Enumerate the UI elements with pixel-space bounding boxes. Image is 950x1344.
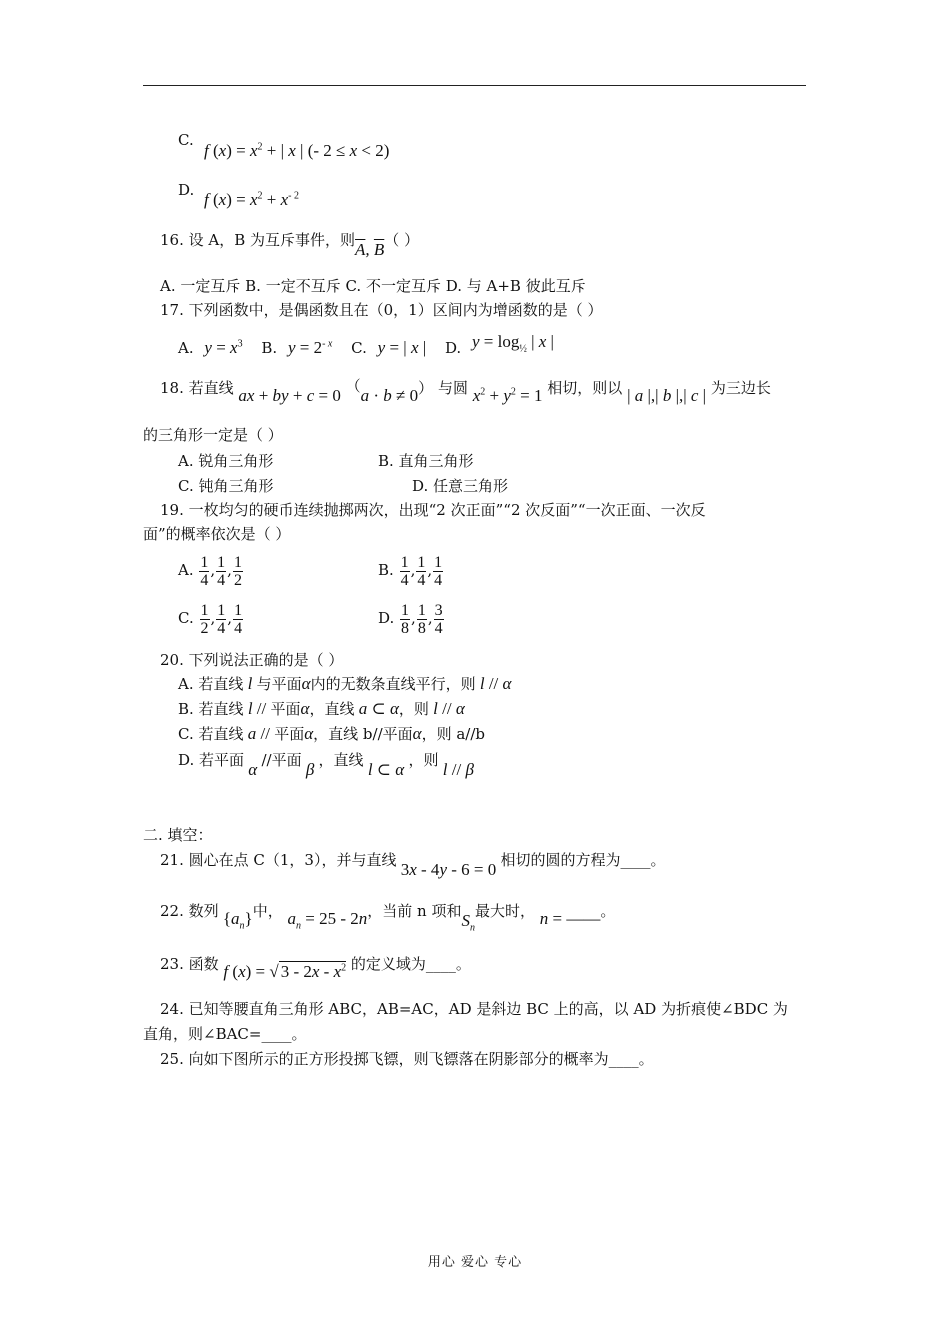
q18-option-d: D. 任意三角形 — [412, 477, 509, 495]
q19-option-b: B. $\frac{1}{4}$ , $\frac{1}{4}$ , $\frac{1}{4}$ — [378, 553, 443, 589]
q18-stem-line2: 的三角形一定是（ ） — [143, 426, 283, 444]
q24-line1: 24. 已知等腰直角三角形 ABC，AB=AC，AD 是斜边 BC 上的高，以 AD 为折痕使∠BDC 为 — [160, 1000, 788, 1018]
q20-option-b: B. 若直线 l // 平面α，直线 a ⊂ α，则 l // α — [178, 699, 465, 718]
q16-stem: 16. 设 A，B 为互斥事件，则$\overline{A}$, $\overline{B}$（ ） — [160, 231, 420, 259]
q25: 25. 向如下图所示的正方形投掷飞镖，则飞镖落在阴影部分的概率为____。 — [160, 1050, 654, 1068]
q19-stem-line2: 面”的概率依次是（ ） — [143, 525, 291, 543]
q19-option-a: A. $\frac{1}{4}$ , $\frac{1}{4}$ , $\frac{1}{2}$ — [178, 553, 242, 589]
q15-d-formula: f $(x) = x^2 + x^{- 2}$ — [204, 190, 299, 209]
q17-options: A. $y = x^3$ B. $y = 2^{- x}$ C. y = | x | D. $y = \log_{\frac{1}{2}}$ | x | — [178, 332, 554, 357]
q24-line2: 直角，则∠BAC=____。 — [143, 1025, 307, 1043]
q20-stem: 20. 下列说法正确的是（ ） — [160, 651, 344, 669]
q20-option-a: A. 若直线 l 与平面α内的无数条直线平行，则 l // α — [178, 674, 512, 693]
q16-events: $\overline{A}$, $\overline{B}$ — [355, 240, 385, 259]
header-rule — [143, 85, 806, 86]
q19-option-d: D. $\frac{1}{8}$ , $\frac{1}{8}$ , $\frac{3}{4}$ — [378, 601, 443, 637]
q16-options: A. 一定互斥 B. 一定不互斥 C. 不一定互斥 D. 与 A+B 彼此互斥 — [160, 277, 586, 295]
q17-stem: 17. 下列函数中，是偶函数且在（0，1）区间内为增函数的是（ ） — [160, 301, 603, 319]
q15-c-formula: f $(x) = x^2$ + | x | (- 2 ≤ x < 2) — [204, 141, 390, 160]
q19-stem-line1: 19. 一枚均匀的硬币连续抛掷两次，出现“2 次正面”“2 次反面”“一次正面、一次反 — [160, 501, 706, 519]
q22: 22. 数列 $\{a_n\}$中， $a_n = 25 - 2n$，当前 n 项和$S_n$最大时， n = ——。 — [160, 902, 616, 934]
page-footer: 用心 爱心 专心 — [427, 1255, 523, 1270]
q20-option-c: C. 若直线 a // 平面α，直线 b//平面α，则 a//b — [178, 724, 485, 743]
q20-option-d: D. 若平面 α //平面 β ，直线 l ⊂ α ，则 l // β — [178, 751, 474, 779]
q19-option-c: C. $\frac{1}{2}$ , $\frac{1}{4}$ , $\frac{1}{4}$ — [178, 601, 243, 637]
q18-option-c: C. 钝角三角形 — [178, 477, 274, 495]
q18-stem-line1: 18. 若直线 ax + by + c = 0 （a · b ≠ 0） 与圆 $x^2 + y^2 = 1$ 相切，则以 | a |,| b |,| c | 为三边长 — [160, 377, 771, 405]
q18-option-a: A. 锐角三角形 — [178, 452, 274, 470]
section-fill-in-title: 二. 填空： — [143, 826, 213, 844]
q15-c-label: C. — [178, 131, 194, 149]
q18-option-b: B. 直角三角形 — [378, 452, 474, 470]
q15-d-label: D. — [178, 181, 195, 199]
q21: 21. 圆心在点 C（1，3），并与直线 3x - 4y - 6 = 0 相切的圆的方程为____。 — [160, 851, 666, 879]
q23: 23. 函数 f (x) = √ $3 - 2x - x^2$ 的定义域为____。 — [160, 955, 471, 981]
